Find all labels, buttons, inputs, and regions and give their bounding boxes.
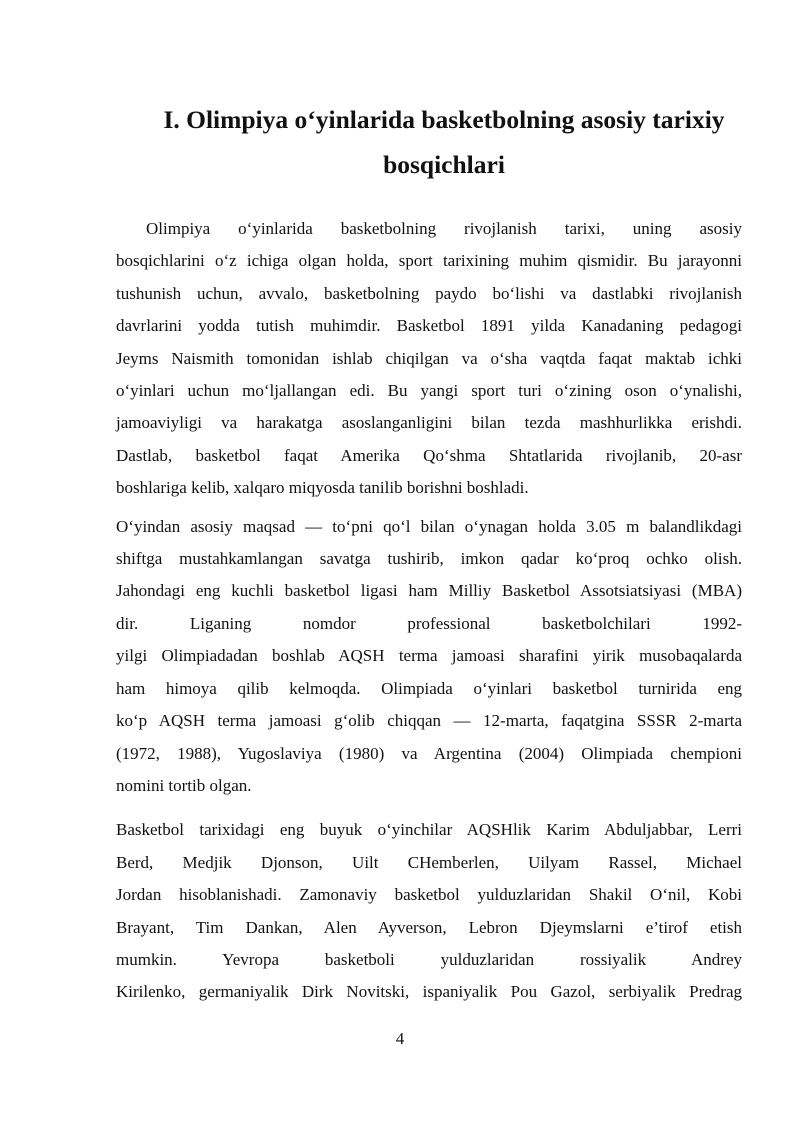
paragraph-spacer xyxy=(116,802,742,814)
text-line: yilgi Olimpiadadan boshlab AQSH terma jamoasi sharafini yirik musobaqalarda xyxy=(116,646,742,666)
text-line: Jahondagi eng kuchli basketbol ligasi ham Milliy Basketbol Assotsiatsiyasi (MBA) xyxy=(116,581,742,601)
text-line: (1972, 1988), Yugoslaviya (1980) va Argentina (2004) Olimpiada chempioni xyxy=(116,743,742,763)
text-line: Jordan hisoblanishadi. Zamonaviy basketbol yulduzlaridan Shakil O‘nil, Kobi xyxy=(116,885,742,905)
body-text xyxy=(116,213,742,1009)
text-line: Olimpiya o‘yinlarida basketbolning rivojlanish tarixi, uning asosiy xyxy=(146,219,742,238)
paragraph-3 xyxy=(116,814,742,1008)
text-line: dir. Liganing nomdor professional basketbolchilari 1992- xyxy=(116,613,742,633)
text-line: Dastlab, basketbol faqat Amerika Qo‘shma Shtatlarida rivojlanib, 20-asr xyxy=(116,445,742,465)
text-line: boshlariga kelib, xalqaro miqyosda tanilib borishni boshladi. xyxy=(116,478,529,498)
text-line: Jeyms Naismith tomonidan ishlab chiqilgan va o‘sha vaqtda faqat maktab ichki xyxy=(116,348,742,368)
page-title xyxy=(130,97,758,187)
page-title-line-2: bosqichlari xyxy=(383,150,505,179)
text-line: Kirilenko, germaniyalik Dirk Novitski, ispaniyalik Pou Gazol, serbiyalik Predrag xyxy=(116,982,742,1002)
text-line: Basketbol tarixidagi eng buyuk o‘yinchilar AQSHlik Karim Abduljabbar, Lerri xyxy=(116,820,742,840)
text-line: ko‘p AQSH terma jamoasi g‘olib chiqqan — 12-marta, faqatgina SSSR 2-marta xyxy=(116,711,742,731)
text-line: tushunish uchun, avvalo, basketbolning paydo bo‘lishi va dastlabki rivojlanish xyxy=(116,283,742,303)
text-line: Brayant, Tim Dankan, Alen Ayverson, Lebron Djeymslarni e’tirof etish xyxy=(116,917,742,937)
text-line: Berd, Medjik Djonson, Uilt CHemberlen, Uilyam Rassel, Michael xyxy=(116,852,742,872)
text-line: jamoaviyligi va harakatga asoslanganligini bilan tezda mashhurlikka erishdi. xyxy=(116,413,742,433)
text-line: nomini tortib olgan. xyxy=(116,775,252,795)
text-line: O‘yindan asosiy maqsad — to‘pni qo‘l bilan o‘ynagan holda 3.05 m balandlikdagi xyxy=(116,516,742,536)
paragraph-2 xyxy=(116,511,742,803)
page-title-line-1: I. Olimpiya o‘yinlarida basketbolning asosiy tarixiy xyxy=(163,105,725,134)
text-line: o‘yinlari uchun mo‘ljallangan edi. Bu yangi sport turi o‘zining oson o‘ynalishi, xyxy=(116,381,742,401)
text-line: shiftga mustahkamlangan savatga tushirib, imkon qadar ko‘proq ochko olish. xyxy=(116,549,742,569)
text-line: ham himoya qilib kelmoqda. Olimpiada o‘yinlari basketbol turnirida eng xyxy=(116,678,742,698)
text-line: bosqichlarini o‘z ichiga olgan holda, sport tarixining muhim qismidir. Bu jarayonni xyxy=(116,251,742,271)
paragraph-1 xyxy=(116,213,742,505)
page-number: 4 xyxy=(395,1029,405,1048)
text-line: davrlarini yodda tutish muhimdir. Basketbol 1891 yilda Kanadaning pedagogi xyxy=(116,316,742,336)
text-line: mumkin. Yevropa basketboli yulduzlaridan rossiyalik Andrey xyxy=(116,949,742,969)
